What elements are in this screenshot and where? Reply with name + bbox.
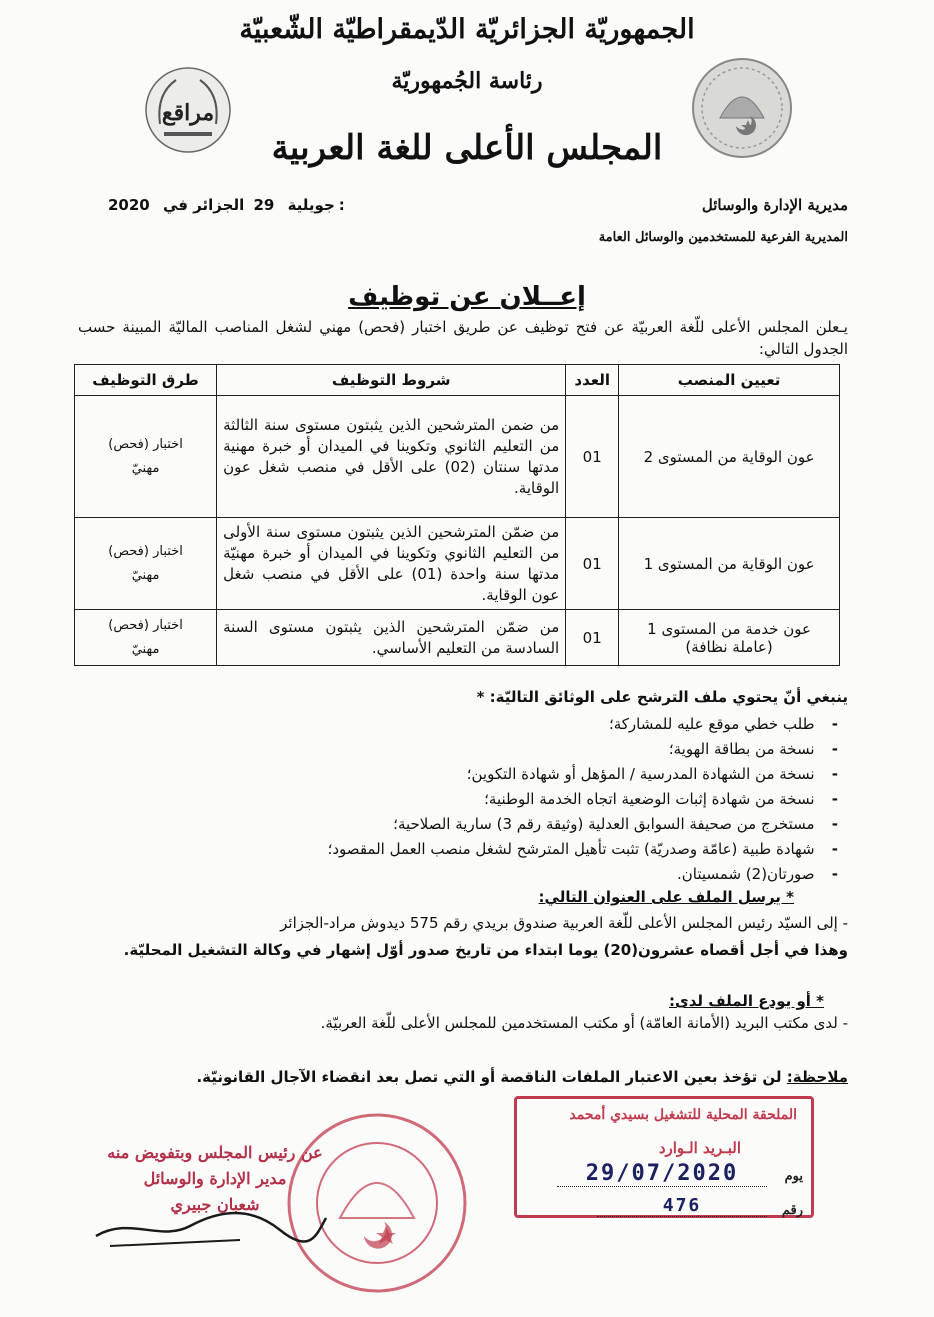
row-count: 01 [566, 518, 619, 610]
row-method-line1: اختبار (فحص) [108, 617, 183, 633]
row-method-line2: مهنيّ [131, 567, 160, 583]
row-position-sub: (عاملة نظافة) [685, 637, 773, 656]
send-address: - إلى السيّد رئيس المجلس الأعلى للّغة العربية صندوق بريدي رقم 575 ديدوش مراد-الجزائر [280, 914, 848, 932]
presidency-heading: رئاسة الجُمهوريّة [391, 68, 543, 94]
row-method-line1: اختبار (فحص) [108, 543, 183, 559]
table-row [75, 610, 840, 666]
stamp-office: الملحقة المحلية للتشغيل بسيدي أمحمد [569, 1107, 797, 1123]
place-label: الجزائر في: [162, 196, 345, 214]
list-item: - نسخة من شهادة إثبات الوضعية اتجاه الخدمة الوطنية؛ [328, 787, 838, 812]
row-count: 01 [566, 396, 619, 518]
signature-line2: مدير الإدارة والوسائل [143, 1169, 287, 1188]
republic-heading: الجمهوريّة الجزائريّة الدّيمقراطيّة الشّعبيّة [239, 14, 695, 45]
row-method [75, 396, 217, 518]
deposit-title: * أو يودع الملف لدى: [668, 992, 824, 1010]
row-position [619, 610, 840, 666]
row-method-line1: اختبار (فحص) [108, 436, 183, 452]
signature-icon [90, 1196, 330, 1256]
council-logo-text: مراقع [161, 100, 215, 126]
row-position: عون الوقاية من المستوى 1 [619, 518, 840, 610]
header-conditions: شروط التوظيف [217, 365, 566, 396]
row-method [75, 610, 217, 666]
date-year: 2020 [108, 196, 150, 214]
documents-title: ينبغي أنّ يحتوي ملف الترشح على الوثائق التاليّة: * [476, 688, 848, 706]
table-row [75, 396, 840, 518]
header-count: العدد [566, 365, 619, 396]
documents-list [328, 712, 838, 887]
row-method-line2: مهنيّ [131, 460, 160, 476]
council-logo-icon [142, 64, 234, 156]
council-heading: المجلس الأعلى للغة العربية [271, 128, 663, 168]
send-title: * يرسل الملف على العنوان التالي: [538, 888, 794, 906]
signature-line1: عن رئيس المجلس وبتفويض منه [107, 1143, 323, 1162]
stamp-mail: البـريد الـوارد [658, 1139, 741, 1157]
jobs-table [74, 364, 840, 666]
row-position: عون الوقاية من المستوى 2 [619, 396, 840, 518]
deposit-line: - لدى مكتب البريد (الأمانة العامّة) أو مكتب المستخدمين للمجلس الأعلى للّغة العربيّة. [320, 1014, 848, 1032]
state-emblem-icon [690, 56, 794, 160]
note [196, 1068, 848, 1086]
header-position: تعيين المنصب [619, 365, 840, 396]
list-item: - صورتان(2) شمسيتان. [328, 862, 838, 887]
table-header-row [75, 365, 840, 396]
list-item: - شهادة طبية (عامّة وصدريّة) تثبت تأهيل المترشح لشغل منصب العمل المقصود؛ [328, 837, 838, 862]
list-item: - نسخة من الشهادة المدرسية / المؤهل أو شهادة التكوين؛ [328, 762, 838, 787]
stamp-day-label: يوم [784, 1169, 803, 1184]
signature-name: شعبان جبيري [170, 1195, 260, 1214]
row-conditions: من ضمّن المترشحين الذين يثبتون مستوى سنة الأولى من التعليم الثانوي وتكوينا في الميدان أو خبرة مهنيّة مدتها سنة واحدة (01) على الأقل في منصب شغل عون الوقاية. [217, 518, 566, 610]
stamp-date-handwritten: 29/07/2020 [557, 1161, 767, 1187]
note-label: ملاحظة: [786, 1068, 848, 1086]
date-day: 29 [253, 196, 275, 214]
row-conditions: من ضمن المترشحين الذين يثبتون مستوى سنة الثالثة من التعليم الثانوي وتكوينا في الميدان أو خبرة مهنية مدتها سنتان (02) على الأقل في منصب شغل عون الوقاية. [217, 396, 566, 518]
row-position-main: عون خدمة من المستوى 1 [647, 619, 811, 638]
stamp-number-handwritten: 476 [597, 1195, 767, 1217]
list-item: - نسخة من بطاقة الهوية؛ [328, 737, 838, 762]
place-date [104, 196, 349, 214]
row-count: 01 [566, 610, 619, 666]
stamp-number-label: رقم [781, 1203, 803, 1218]
directorate: مديرية الإدارة والوسائل [701, 196, 848, 214]
list-item: - طلب خطي موقع عليه للمشاركة؛ [328, 712, 838, 737]
date-month: جويلية [287, 196, 335, 214]
note-text: لن تؤخذ بعين الاعتبار الملفات الناقصة أو التي تصل بعد انقضاء الآجال القانونيّة. [196, 1068, 782, 1086]
announcement-intro: يـعلن المجلس الأعلى للّغة العربيّة عن فتح توظيف عن طريق اختبار (فحص) مهني لشغل المناصب الماليّة المبينة حسب الجدول التالي: [78, 318, 848, 358]
announcement-title: إعــلان عن توظيف [348, 282, 586, 312]
received-stamp [514, 1096, 814, 1218]
row-method-line2: مهنيّ [131, 641, 160, 657]
row-conditions: من ضمّن المترشحين الذين يثبتون مستوى السنة السادسة من التعليم الأساسي. [217, 610, 566, 666]
list-item: - مستخرج من صحيفة السوابق العدلية (وثيقة رقم 3) سارية الصلاحية؛ [328, 812, 838, 837]
row-method [75, 518, 217, 610]
subdirectorate: المديرية الفرعية للمستخدمين والوسائل العامة [598, 230, 848, 245]
header-method: طرق التوظيف [75, 365, 217, 396]
table-row [75, 518, 840, 610]
send-deadline: وهذا في أجل أقصاه عشرون(20) يوما ابتداء من تاريخ صدور أوّل إشهار في وكالة التشغيل المحليّة. [123, 941, 848, 959]
